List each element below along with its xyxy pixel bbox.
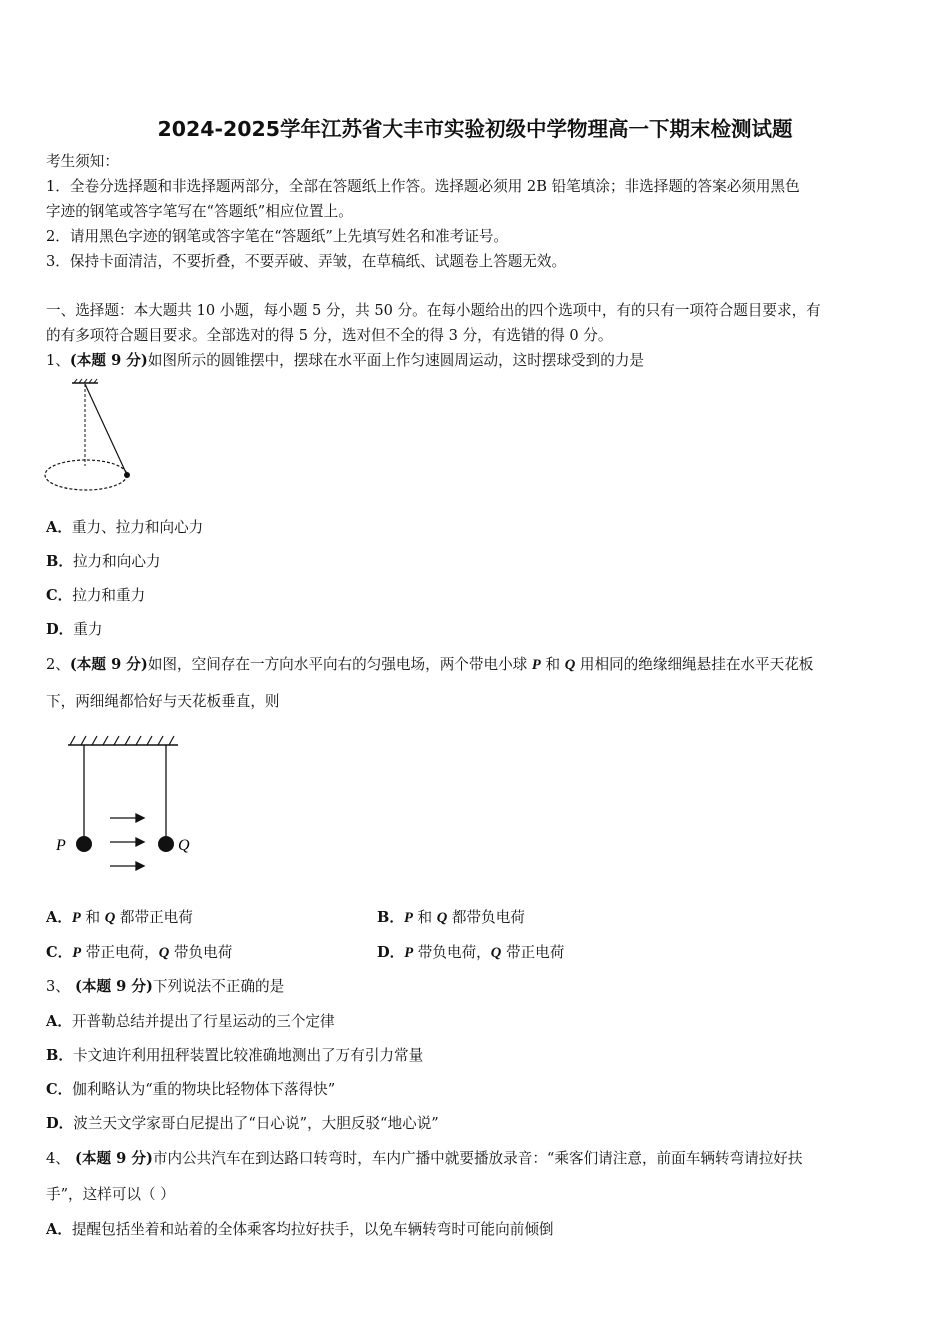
question-4-stem-cont: 手”，这样可以（ ）: [46, 1186, 175, 1203]
option-text: 拉力和向心力: [72, 553, 161, 570]
option-text: 提醒包括坐着和站着的全体乘客均拉好扶手，以免车辆转弯时可能向前倾倒: [71, 1221, 554, 1238]
option-text: 带负电荷: [169, 944, 233, 961]
ceiling-hatch: [70, 736, 174, 745]
question-tag: (本题 9 分): [69, 1150, 153, 1167]
question-number: 2、: [46, 656, 70, 673]
q3-option-b: [46, 1046, 423, 1066]
var-p: P: [404, 945, 414, 961]
option-letter: D．: [46, 621, 74, 638]
option-text: 卡文迪许利用扭秤装置比较准确地测出了万有引力常量: [72, 1047, 424, 1064]
q1-option-a: [46, 518, 203, 538]
notice-item-1: 1．全卷分选择题和非选择题两部分，全部在答题纸上作答。选择题必须用 2B 铅笔填涂；非选择题的答案必须用黑色: [46, 178, 800, 195]
option-letter: D．: [377, 944, 405, 961]
option-letter: C．: [46, 587, 73, 604]
question-1-stem: [46, 351, 644, 371]
ball-p: [76, 836, 92, 852]
q1-option-b: [46, 552, 161, 572]
question-text: 用相同的绝缘细绳悬挂在水平天花板: [575, 656, 814, 673]
option-text: 伽利略认为“重的物块比轻物体下落得快”: [72, 1081, 336, 1098]
option-text: 带负电荷，: [413, 944, 491, 961]
pendulum-string: [85, 384, 127, 475]
option-letter: A．: [46, 519, 72, 536]
option-letter: B．: [377, 909, 404, 926]
option-letter: A．: [46, 1013, 72, 1030]
option-text: 和: [412, 909, 437, 926]
option-text: 重力、拉力和向心力: [71, 519, 204, 536]
var-p: P: [71, 910, 81, 926]
question-2-stem: [46, 655, 813, 675]
option-letter: B．: [46, 553, 73, 570]
question-tag: (本题 9 分): [69, 656, 148, 673]
q2-option-b: [377, 908, 525, 928]
option-text: 和: [80, 909, 105, 926]
question-number: 4、: [46, 1150, 70, 1167]
option-text: 拉力和重力: [72, 587, 146, 604]
q1-option-c: [46, 586, 145, 606]
section-intro: 一、选择题：本大题共 10 小题，每小题 5 分，共 50 分。在每小题给出的四个选项中，有的只有一项符合题目要求，有: [46, 302, 821, 319]
var-q: Q: [104, 910, 116, 926]
label-p: P: [56, 837, 66, 854]
pendulum-ball: [124, 472, 130, 478]
q2-option-a: [46, 908, 193, 928]
var-p: P: [531, 657, 541, 673]
option-text: 带正电荷，: [81, 944, 159, 961]
question-text: 如图所示的圆锥摆中，摆球在水平面上作匀速圆周运动，这时摆球受到的力是: [147, 352, 645, 369]
orbit-circle: [45, 460, 127, 490]
notice-item-3: 3．保持卡面清洁，不要折叠，不要弄破、弄皱，在草稿纸、试题卷上答题无效。: [46, 253, 567, 270]
notice-item-1-cont: 字迹的钢笔或答字笔写在“答题纸”相应位置上。: [46, 203, 353, 220]
option-text: 开普勒总结并提出了行星运动的三个定律: [71, 1013, 335, 1030]
option-text: 重力: [73, 621, 103, 638]
option-letter: B．: [46, 1047, 73, 1064]
conical-pendulum-figure: [40, 378, 140, 498]
var-q: Q: [436, 910, 448, 926]
question-number: 3、: [46, 978, 70, 995]
notice-heading: 考生须知：: [46, 153, 119, 170]
q2-option-c: [46, 943, 232, 963]
question-3-stem: [46, 977, 284, 997]
var-q: Q: [158, 945, 170, 961]
field-arrows: [110, 814, 144, 870]
question-2-stem-cont: 下，两细绳都恰好与天花板垂直，则: [46, 693, 280, 710]
question-text: 市内公共汽车在到达路口转弯时，车内广播中就要播放录音：“乘客们请注意，前面车辆转弯请拉好扶: [152, 1150, 803, 1167]
q3-option-a: [46, 1012, 335, 1032]
q3-option-c: [46, 1080, 335, 1100]
option-letter: C．: [46, 1081, 73, 1098]
option-letter: C．: [46, 944, 73, 961]
ball-q: [158, 836, 174, 852]
option-text: 波兰天文学家哥白尼提出了“日心说”，大胆反驳“地心说”: [73, 1115, 439, 1132]
section-intro-cont: 的有多项符合题目要求。全部选对的得 5 分，选对但不全的得 3 分，有选错的得 0 分。: [46, 327, 613, 344]
var-p: P: [72, 945, 82, 961]
question-number: 1、: [46, 352, 70, 369]
label-q: Q: [178, 837, 190, 854]
question-4-stem: [46, 1149, 802, 1169]
var-q: Q: [564, 657, 576, 673]
question-text: 和: [540, 656, 565, 673]
option-letter: D．: [46, 1115, 74, 1132]
q2-option-d: [377, 943, 564, 963]
q4-option-a: [46, 1220, 554, 1240]
question-tag: (本题 9 分): [69, 352, 148, 369]
option-text: 都带负电荷: [447, 909, 525, 926]
question-tag: (本题 9 分): [69, 978, 153, 995]
charged-balls-figure: [50, 730, 200, 880]
question-text: 如图，空间存在一方向水平向右的匀强电场，两个带电小球: [147, 656, 532, 673]
var-q: Q: [490, 945, 502, 961]
q3-option-d: [46, 1114, 439, 1134]
notice-item-2: 2．请用黑色字迹的钢笔或答字笔在“答题纸”上先填写姓名和准考证号。: [46, 228, 509, 245]
var-p: P: [403, 910, 413, 926]
q1-option-d: [46, 620, 102, 640]
page-title: 2024-2025学年江苏省大丰市实验初级中学物理高一下期末检测试题: [157, 117, 793, 141]
question-text: 下列说法不正确的是: [152, 978, 285, 995]
option-letter: A．: [46, 1221, 72, 1238]
option-letter: A．: [46, 909, 72, 926]
option-text: 带正电荷: [501, 944, 565, 961]
option-text: 都带正电荷: [115, 909, 193, 926]
